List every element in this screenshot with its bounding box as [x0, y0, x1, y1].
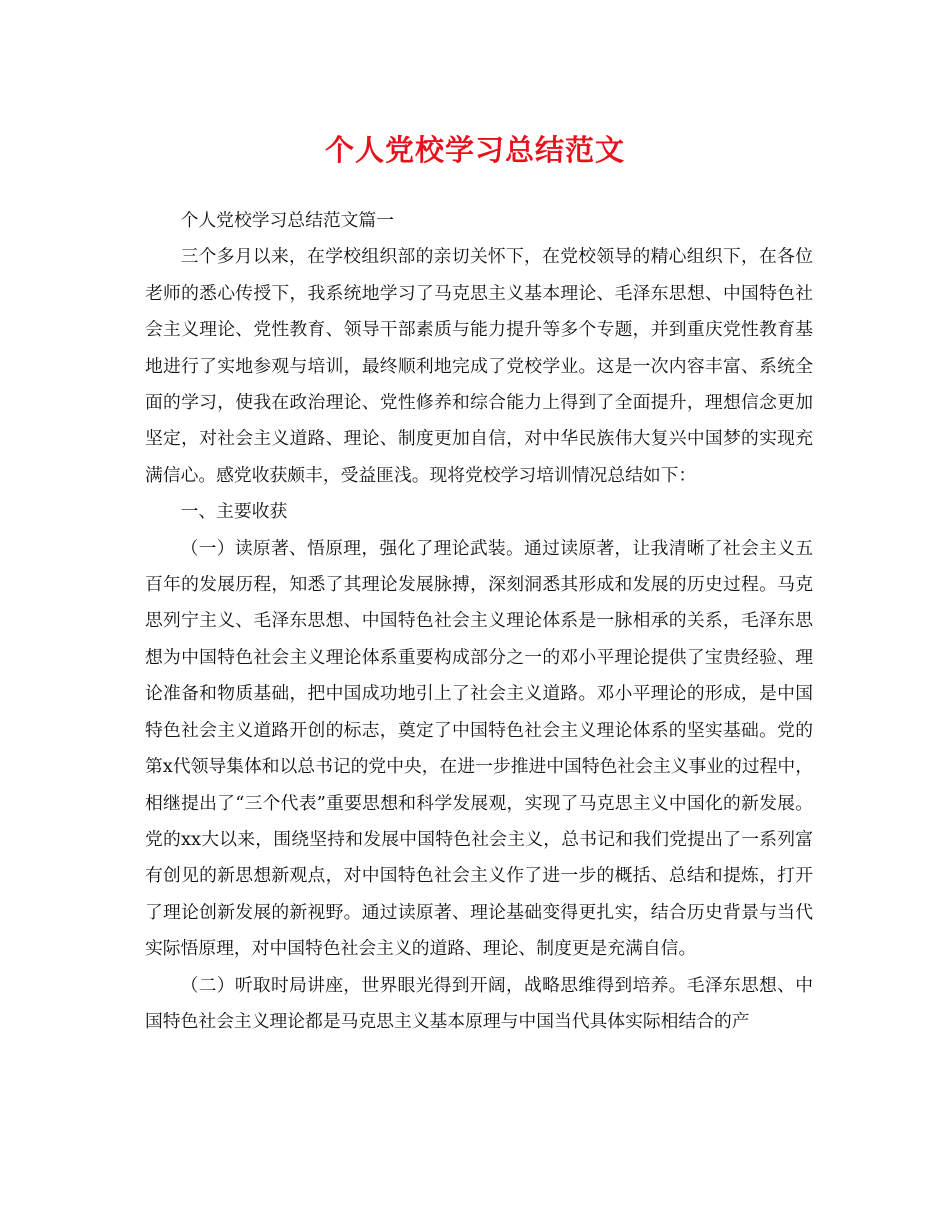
paragraph-gain-2: （二）听取时局讲座，世界眼光得到开阔，战略思维得到培养。毛泽东思想、中国特色社会主义理论都是马克思主义基本原理与中国当代具体实际相结合的产 — [145, 974, 813, 1032]
document-title: 个人党校学习总结范文 — [324, 133, 625, 167]
section-heading-main-gains: 一、主要收获 — [180, 501, 288, 523]
paragraph-gain-1: （一）读原著、悟原理，强化了理论武装。通过读原著，让我清晰了社会主义五百年的发展历程，知悉了其理论发展脉搏，深刻洞悉其形成和发展的历史过程。马克思列宁主义、毛泽东思想、中国特色社会主义理论体系是一脉相承的关系，毛泽东思想为中国特色社会主义理论体系重要构成部分之一的邓小平理论提供了宝贵经验、理论准备和物质基础，把中国成功地引上了社会主义道路。邓小平理论的形成，是中国特色社会主义道路开创的标志，奠定了中国特色社会主义理论体系的坚实基础。党的第x代领导集体和以总书记的党中央，在进一步推进中国特色社会主义事业的过程中，相继提出了“三个代表”重要思想和科学发展观，实现了马克思主义中国化的新发展。党的xx大以来，围绕坚持和发展中国特色社会主义，总书记和我们党提出了一系列富有创见的新思想新观点，对中国特色社会主义作了进一步的概括、总结和提炼，打开了理论创新发展的新视野。通过读原著、理论基础变得更扎实，结合历史背景与当代实际悟原理，对中国特色社会主义的道路、理论、制度更是充满自信。 — [145, 537, 813, 960]
paragraph-intro: 三个多月以来，在学校组织部的亲切关怀下，在党校领导的精心组织下，在各位老师的悉心传授下，我系统地学习了马克思主义基本理论、毛泽东思想、中国特色社会主义理论、党性教育、领导干部素质与能力提升等多个专题，并到重庆党性教育基地进行了实地参观与培训，最终顺利地完成了党校学业。这是一次内容丰富、系统全面的学习，使我在政治理论、党性修养和综合能力上得到了全面提升，理想信念更加坚定，对社会主义道路、理论、制度更加自信，对中华民族伟大复兴中国梦的实现充满信心。感党收获颇丰，受益匪浅。现将党校学习培训情况总结如下： — [145, 246, 813, 486]
section-subtitle: 个人党校学习总结范文篇一 — [180, 210, 394, 231]
document-body — [145, 203, 813, 1040]
